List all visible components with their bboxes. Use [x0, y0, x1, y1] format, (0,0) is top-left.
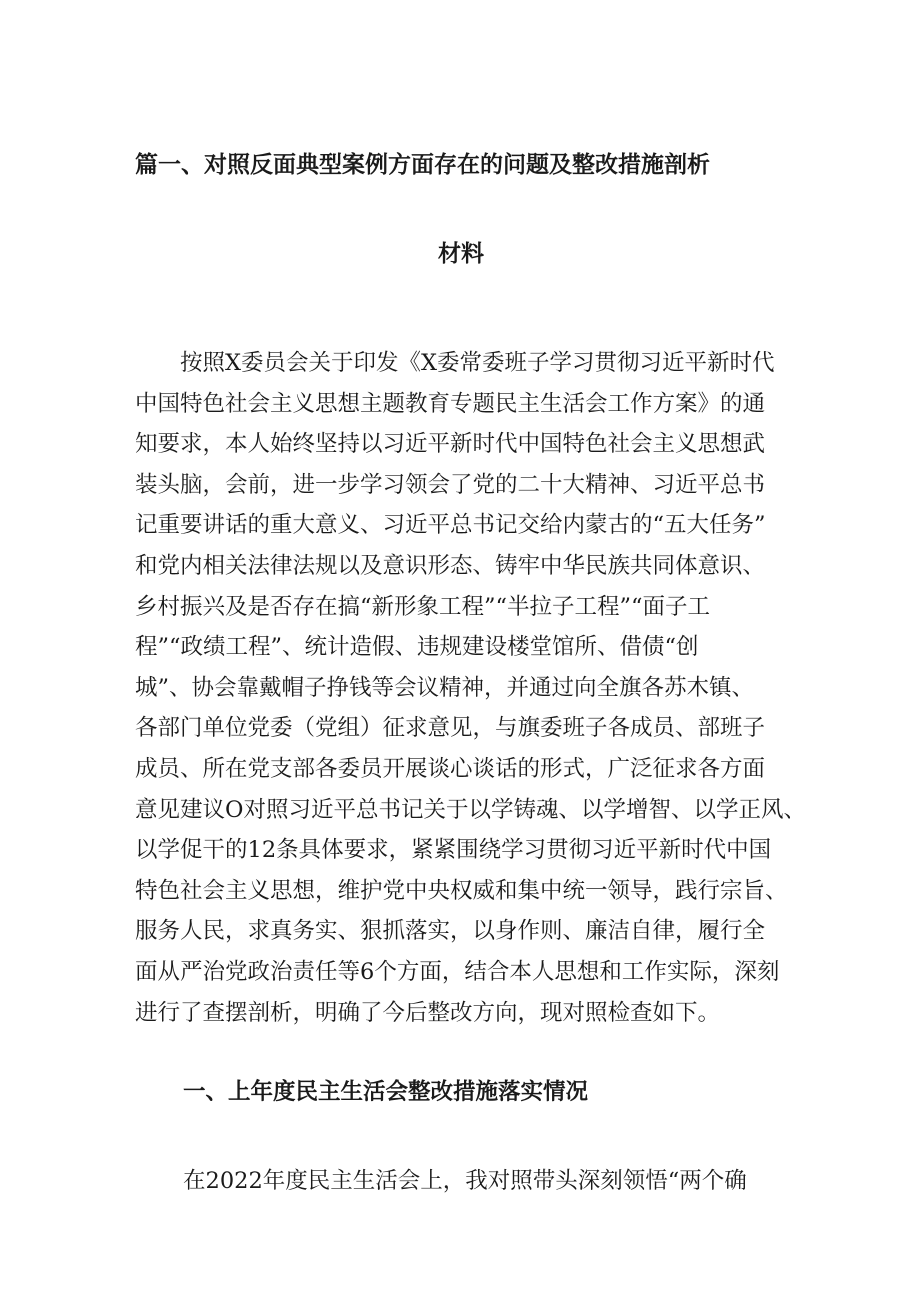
section-heading-1: 一、上年度民主生活会整改措施落实情况	[183, 1079, 589, 1105]
paragraph-1	[135, 343, 806, 1033]
paragraph-1-line: 记重要讲话的重大意义、习近平总书记交给内蒙古的“五大任务”	[135, 512, 766, 539]
document-title-line-1: 篇一、对照反面典型案例方面存在的问题及整改措施剖析	[135, 151, 710, 178]
paragraph-1-line: 知要求，本人始终坚持以习近平新时代中国特色社会主义思想武	[135, 431, 766, 458]
paragraph-1-line: 以学促干的12条具体要求，紧紧围绕学习贯彻习近平新时代中国	[135, 837, 772, 864]
document-title-line-2: 材料	[438, 240, 484, 267]
paragraph-1-line: 装头脑，会前，进一步学习领会了党的二十大精神、习近平总书	[135, 471, 766, 498]
paragraph-1-line: 程”“政绩工程”、统计造假、违规建设楼堂馆所、借债“创	[135, 634, 699, 661]
paragraph-1-line: 城”、协会靠戴帽子挣钱等会议精神，并通过向全旗各苏木镇、	[135, 674, 755, 701]
paragraph-1-line: 乡村振兴及是否存在搞“新形象工程”“半拉子工程”“面子工	[135, 593, 711, 620]
paragraph-1-line: 成员、所在党支部各委员开展谈心谈话的形式，广泛征求各方面	[135, 755, 766, 782]
paragraph-1-line: 意见建议O对照习近平总书记关于以学铸魂、以学增智、以学正风、	[135, 796, 806, 823]
paragraph-1-line: 进行了查摆剖析，明确了今后整改方向，现对照检查如下。	[135, 999, 721, 1026]
paragraph-1-line: 服务人民，求真务实、狠抓落实，以身作则、廉洁自律，履行全	[135, 918, 766, 945]
paragraph-1-line: 按照X委员会关于印发《X委常委班子学习贯彻习近平新时代	[135, 350, 775, 376]
paragraph-1-line: 各部门单位党委（党组）征求意见，与旗委班子各成员、部班子	[135, 715, 766, 742]
paragraph-1-line: 面从严治党政治责任等6个方面，结合本人思想和工作实际，深刻	[135, 958, 780, 985]
paragraph-2-first-line: 在2022年度民主生活会上，我对照带头深刻领悟“两个确	[183, 1168, 747, 1194]
paragraph-1-line: 中国特色社会主义思想主题教育专题民主生活会工作方案》的通	[135, 390, 766, 417]
paragraph-1-line: 和党内相关法律法规以及意识形态、铸牢中华民族共同体意识、	[135, 552, 766, 579]
paragraph-1-line: 特色社会主义思想，维护党中央权威和集中统一领导，践行宗旨、	[135, 877, 788, 904]
